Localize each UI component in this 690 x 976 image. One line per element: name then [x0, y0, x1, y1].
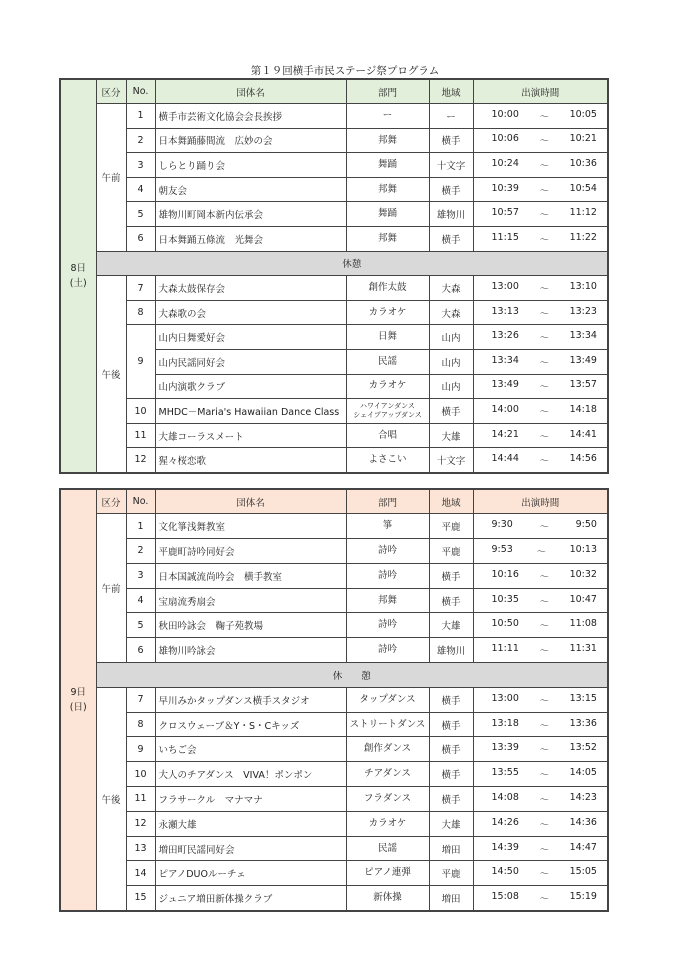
day-cell — [60, 79, 96, 473]
department: タップダンス — [346, 687, 429, 712]
area: 雄物川 — [429, 638, 473, 663]
group-name: 日本舞踊五條流 光舞会 — [155, 227, 346, 252]
entry-number: 5 — [126, 613, 155, 638]
time-separator: ～ — [539, 308, 549, 320]
performance-time — [473, 539, 608, 564]
end-time: 10:13 — [569, 543, 597, 555]
start-time: 10:00 — [491, 108, 519, 120]
break-label: 休憩 — [96, 251, 608, 276]
performance-time — [473, 202, 608, 227]
group-name: ピアノDUOルーチェ — [155, 861, 346, 886]
performance-time — [473, 811, 608, 836]
performance-time — [473, 300, 608, 325]
time-separator: ～ — [539, 819, 549, 831]
performance-time — [473, 787, 608, 812]
area: ー — [429, 104, 473, 129]
department: チアダンス — [346, 762, 429, 787]
entry-number: 9 — [126, 737, 155, 762]
entry-number: 12 — [126, 811, 155, 836]
group-name: 大森太鼓保存会 — [155, 276, 346, 301]
department: 邦舞 — [346, 177, 429, 202]
area: 平鹿 — [429, 514, 473, 539]
department: 創作ダンス — [346, 737, 429, 762]
time-separator: ～ — [539, 136, 549, 148]
performance-time — [473, 399, 608, 424]
time-separator: ～ — [536, 546, 546, 558]
table-row — [60, 399, 608, 424]
end-time: 10:21 — [569, 133, 597, 145]
entry-number: 4 — [126, 177, 155, 202]
day-cell — [60, 489, 96, 911]
area: 大森 — [429, 300, 473, 325]
area: 大雄 — [429, 811, 473, 836]
time-separator: ～ — [539, 844, 549, 856]
start-time: 14:00 — [491, 404, 519, 416]
table-row — [60, 613, 608, 638]
entry-number: 13 — [126, 836, 155, 861]
entry-number: 11 — [126, 787, 155, 812]
table-row — [60, 886, 608, 911]
performance-time — [473, 177, 608, 202]
end-time: 14:23 — [569, 791, 597, 803]
entry-number: 2 — [126, 539, 155, 564]
time-separator: ～ — [539, 646, 549, 658]
group-name: 山内日舞愛好会 — [155, 325, 346, 350]
performance-time — [473, 613, 608, 638]
group-name: 大森歌の会 — [155, 300, 346, 325]
time-separator: ～ — [539, 382, 549, 394]
area: 十文字 — [429, 448, 473, 473]
entry-number: 10 — [126, 399, 155, 424]
group-name: 大雄コーラスメート — [155, 423, 346, 448]
time-separator: ～ — [539, 770, 549, 782]
area: 横手 — [429, 787, 473, 812]
department: 邦舞 — [346, 227, 429, 252]
day-label: 8日 — [70, 262, 87, 274]
start-time: 10:16 — [491, 568, 519, 580]
entry-number: 5 — [126, 202, 155, 227]
start-time: 9:30 — [491, 519, 513, 531]
performance-time — [473, 861, 608, 886]
area: 横手 — [429, 563, 473, 588]
area: 大森 — [429, 276, 473, 301]
start-time: 13:34 — [491, 354, 519, 366]
table-row — [60, 787, 608, 812]
performance-time — [473, 712, 608, 737]
table-row — [60, 588, 608, 613]
group-name: 雄物川吟詠会 — [155, 638, 346, 663]
performance-time — [473, 423, 608, 448]
performance-time — [473, 514, 608, 539]
start-time: 14:44 — [491, 452, 519, 464]
entry-number: 7 — [126, 687, 155, 712]
table-row — [60, 325, 608, 350]
department: カラオケ — [346, 811, 429, 836]
entry-number: 9 — [126, 325, 155, 399]
entry-number: 14 — [126, 861, 155, 886]
performance-time — [473, 128, 608, 153]
table-row — [60, 153, 608, 178]
group-name: いちご会 — [155, 737, 346, 762]
table-row — [60, 737, 608, 762]
session-label: 午前 — [96, 514, 126, 663]
end-time: 10:36 — [569, 158, 597, 170]
break-label: 休 憩 — [96, 663, 608, 688]
end-time: 13:34 — [569, 330, 597, 342]
area: 横手 — [429, 399, 473, 424]
performance-time — [473, 276, 608, 301]
header-area: 地域 — [429, 79, 473, 104]
header-no: No. — [126, 489, 155, 514]
table-row — [60, 539, 608, 564]
break-row — [60, 251, 608, 276]
department: 邦舞 — [346, 128, 429, 153]
table-row — [60, 448, 608, 473]
department: 邦舞 — [346, 588, 429, 613]
department: 新体操 — [346, 886, 429, 911]
group-name: 日本舞踊藤間流 広妙の会 — [155, 128, 346, 153]
end-time: 13:49 — [569, 354, 597, 366]
department: 創作太鼓 — [346, 276, 429, 301]
end-time: 14:36 — [569, 816, 597, 828]
weekday-label: (土) — [69, 277, 87, 289]
area: 増田 — [429, 886, 473, 911]
table-row — [60, 227, 608, 252]
department: 箏 — [346, 514, 429, 539]
area: 横手 — [429, 712, 473, 737]
department: フラダンス — [346, 787, 429, 812]
end-time: 13:57 — [569, 379, 597, 391]
header-name: 団体名 — [155, 489, 346, 514]
time-separator: ～ — [539, 720, 549, 732]
table-row — [60, 276, 608, 301]
area: 横手 — [429, 588, 473, 613]
performance-time — [473, 104, 608, 129]
break-row — [60, 663, 608, 688]
department: 詩吟 — [346, 563, 429, 588]
entry-number: 3 — [126, 563, 155, 588]
performance-time — [473, 448, 608, 473]
start-time: 13:55 — [491, 767, 519, 779]
group-name: 朝友会 — [155, 177, 346, 202]
time-separator: ～ — [539, 571, 549, 583]
day-label: 9日 — [70, 686, 87, 698]
table-row — [60, 423, 608, 448]
entry-number: 1 — [126, 514, 155, 539]
table-row — [60, 300, 608, 325]
header-dept: 部門 — [346, 79, 429, 104]
performance-time — [473, 737, 608, 762]
area: 山内 — [429, 350, 473, 375]
program-table-day-9 — [59, 488, 609, 912]
end-time: 13:10 — [569, 281, 597, 293]
time-separator: ～ — [539, 522, 549, 534]
start-time: 9:53 — [491, 543, 513, 555]
department: 詩吟 — [346, 539, 429, 564]
end-time: 9:50 — [575, 519, 597, 531]
group-name: 山内民謡同好会 — [155, 350, 346, 375]
performance-time — [473, 588, 608, 613]
department: 詩吟 — [346, 638, 429, 663]
area: 横手 — [429, 762, 473, 787]
start-time: 10:50 — [491, 618, 519, 630]
department: 詩吟 — [346, 613, 429, 638]
group-name: 日本国誠流尚吟会 横手教室 — [155, 563, 346, 588]
start-time: 10:35 — [491, 593, 519, 605]
entry-number: 12 — [126, 448, 155, 473]
group-name: 横手市芸術文化協会会長挨拶 — [155, 104, 346, 129]
end-time: 11:22 — [569, 231, 597, 243]
area: 山内 — [429, 374, 473, 399]
table-row — [60, 687, 608, 712]
group-name: 増田町民謡同好会 — [155, 836, 346, 861]
group-name: フラサークル マナマナ — [155, 787, 346, 812]
start-time: 14:39 — [491, 841, 519, 853]
area: 横手 — [429, 687, 473, 712]
end-time: 10:47 — [569, 593, 597, 605]
performance-time — [473, 762, 608, 787]
department: 民謡 — [346, 836, 429, 861]
performance-time — [473, 227, 608, 252]
entry-number: 2 — [126, 128, 155, 153]
area: 横手 — [429, 227, 473, 252]
time-separator: ～ — [539, 455, 549, 467]
department: よさこい — [346, 448, 429, 473]
time-separator: ～ — [539, 407, 549, 419]
table-row — [60, 563, 608, 588]
start-time: 13:00 — [491, 281, 519, 293]
group-name: 永瀬大雄 — [155, 811, 346, 836]
entry-number: 6 — [126, 638, 155, 663]
department: ハワイアンダンス シェイプアップダンス — [346, 399, 429, 424]
time-separator: ～ — [539, 431, 549, 443]
end-time: 11:08 — [569, 618, 597, 630]
start-time: 10:57 — [491, 207, 519, 219]
time-separator: ～ — [539, 284, 549, 296]
performance-time — [473, 153, 608, 178]
group-name: 早川みかタップダンス横手スタジオ — [155, 687, 346, 712]
time-separator: ～ — [539, 893, 549, 905]
department: 合唱 — [346, 423, 429, 448]
performance-time — [473, 836, 608, 861]
area: 大雄 — [429, 423, 473, 448]
end-time: 14:41 — [569, 428, 597, 440]
time-separator: ～ — [539, 234, 549, 246]
time-separator: ～ — [539, 745, 549, 757]
table-row — [60, 712, 608, 737]
time-separator: ～ — [539, 333, 549, 345]
department: ー — [346, 104, 429, 129]
time-separator: ～ — [539, 111, 549, 123]
area: 増田 — [429, 836, 473, 861]
start-time: 13:26 — [491, 330, 519, 342]
start-time: 13:18 — [491, 717, 519, 729]
end-time: 15:19 — [569, 890, 597, 902]
area: 横手 — [429, 177, 473, 202]
start-time: 13:49 — [491, 379, 519, 391]
start-time: 11:15 — [491, 231, 519, 243]
performance-time — [473, 374, 608, 399]
header-no: No. — [126, 79, 155, 104]
header-name: 団体名 — [155, 79, 346, 104]
time-separator: ～ — [539, 695, 549, 707]
end-time: 14:56 — [569, 452, 597, 464]
entry-number: 8 — [126, 300, 155, 325]
group-name: ジュニア増田新体操クラブ — [155, 886, 346, 911]
end-time: 10:54 — [569, 182, 597, 194]
start-time: 15:08 — [491, 890, 519, 902]
department: カラオケ — [346, 374, 429, 399]
table-row — [60, 811, 608, 836]
area: 山内 — [429, 325, 473, 350]
entry-number: 4 — [126, 588, 155, 613]
weekday-label: (日) — [69, 701, 87, 713]
header-category: 区分 — [96, 489, 126, 514]
group-name: クロスウェーブ＆Y・S・Cキッズ — [155, 712, 346, 737]
table-row — [60, 836, 608, 861]
start-time: 10:06 — [491, 133, 519, 145]
end-time: 13:15 — [569, 692, 597, 704]
department: カラオケ — [346, 300, 429, 325]
performance-time — [473, 638, 608, 663]
time-separator: ～ — [539, 210, 549, 222]
header-area: 地域 — [429, 489, 473, 514]
entry-number: 15 — [126, 886, 155, 911]
entry-number: 8 — [126, 712, 155, 737]
entry-number: 7 — [126, 276, 155, 301]
end-time: 14:47 — [569, 841, 597, 853]
program-table-day-8 — [59, 78, 609, 474]
header-time: 出演時間 — [473, 489, 608, 514]
time-separator: ～ — [539, 869, 549, 881]
group-name: 雄物川町岡本新内伝承会 — [155, 202, 346, 227]
performance-time — [473, 687, 608, 712]
session-label: 午後 — [96, 687, 126, 910]
group-name: 猩々桜恋歌 — [155, 448, 346, 473]
table-row — [60, 104, 608, 129]
entry-number: 6 — [126, 227, 155, 252]
area: 十文字 — [429, 153, 473, 178]
performance-time — [473, 325, 608, 350]
time-separator: ～ — [539, 161, 549, 173]
session-label: 午前 — [96, 104, 126, 252]
table-row — [60, 202, 608, 227]
group-name: しらとり踊り会 — [155, 153, 346, 178]
end-time: 10:05 — [569, 108, 597, 120]
area: 大雄 — [429, 613, 473, 638]
start-time: 13:13 — [491, 305, 519, 317]
group-name: 大人のチアダンス VIVA！ポンポン — [155, 762, 346, 787]
entry-number: 10 — [126, 762, 155, 787]
group-name: 平鹿町詩吟同好会 — [155, 539, 346, 564]
end-time: 10:32 — [569, 568, 597, 580]
session-label: 午後 — [96, 276, 126, 473]
start-time: 14:50 — [491, 866, 519, 878]
area: 横手 — [429, 128, 473, 153]
area: 平鹿 — [429, 539, 473, 564]
end-time: 11:12 — [569, 207, 597, 219]
header-time: 出演時間 — [473, 79, 608, 104]
group-name: 秋田吟詠会 鞠子苑教場 — [155, 613, 346, 638]
department: 舞踊 — [346, 202, 429, 227]
table-row — [60, 514, 608, 539]
area: 平鹿 — [429, 861, 473, 886]
start-time: 13:00 — [491, 692, 519, 704]
time-separator: ～ — [539, 621, 549, 633]
department: 日舞 — [346, 325, 429, 350]
performance-time — [473, 886, 608, 911]
end-time: 13:52 — [569, 742, 597, 754]
end-time: 11:31 — [569, 643, 597, 655]
table-row — [60, 128, 608, 153]
start-time: 10:24 — [491, 158, 519, 170]
performance-time — [473, 563, 608, 588]
area: 雄物川 — [429, 202, 473, 227]
performance-time — [473, 350, 608, 375]
end-time: 14:05 — [569, 767, 597, 779]
entry-number: 1 — [126, 104, 155, 129]
department: ピアノ連弾 — [346, 861, 429, 886]
time-separator: ～ — [539, 185, 549, 197]
end-time: 15:05 — [569, 866, 597, 878]
time-separator: ～ — [539, 596, 549, 608]
time-separator: ～ — [539, 794, 549, 806]
start-time: 11:11 — [491, 643, 519, 655]
document-title: 第１９回横手市民ステージ祭プログラム — [250, 65, 440, 77]
start-time: 14:08 — [491, 791, 519, 803]
header-dept: 部門 — [346, 489, 429, 514]
start-time: 13:39 — [491, 742, 519, 754]
end-time: 14:18 — [569, 404, 597, 416]
start-time: 10:39 — [491, 182, 519, 194]
area: 横手 — [429, 737, 473, 762]
entry-number: 3 — [126, 153, 155, 178]
end-time: 13:36 — [569, 717, 597, 729]
header-row — [60, 79, 608, 104]
table-row — [60, 177, 608, 202]
table-row — [60, 638, 608, 663]
end-time: 13:23 — [569, 305, 597, 317]
start-time: 14:21 — [491, 428, 519, 440]
group-name: 山内演歌クラブ — [155, 374, 346, 399]
department: ストリートダンス — [346, 712, 429, 737]
header-row — [60, 489, 608, 514]
table-row — [60, 861, 608, 886]
department: 民謡 — [346, 350, 429, 375]
entry-number: 11 — [126, 423, 155, 448]
time-separator: ～ — [539, 357, 549, 369]
start-time: 14:26 — [491, 816, 519, 828]
department: 舞踊 — [346, 153, 429, 178]
header-category: 区分 — [96, 79, 126, 104]
table-row — [60, 762, 608, 787]
group-name: 文化箏浅舞教室 — [155, 514, 346, 539]
group-name: MHDC－Maria's Hawaiian Dance Class — [155, 399, 346, 424]
group-name: 宝扇流秀扇会 — [155, 588, 346, 613]
